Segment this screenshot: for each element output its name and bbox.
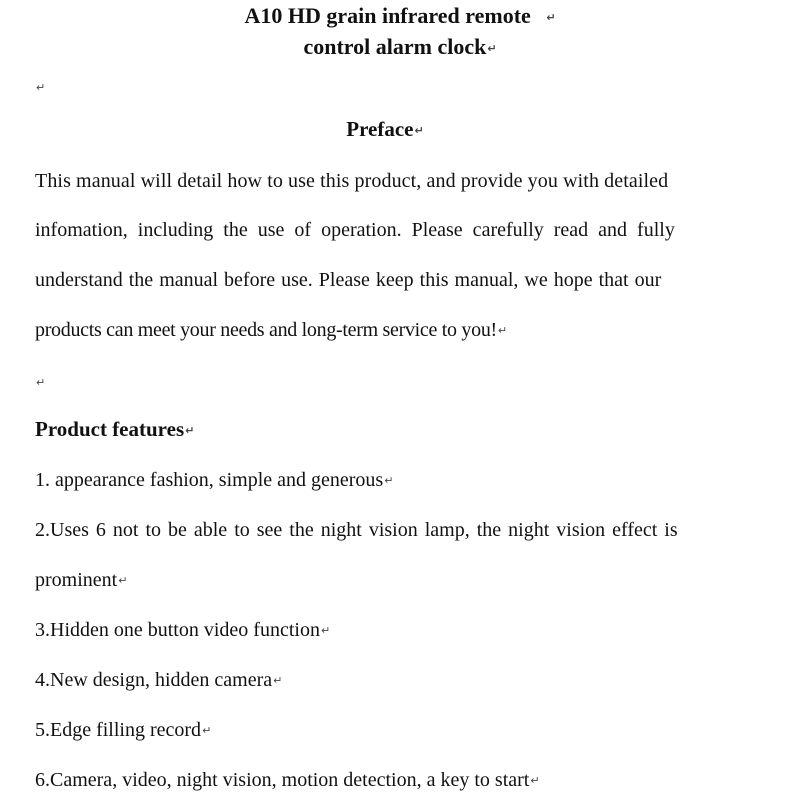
preface-line-2 [35,218,675,242]
paragraph-mark-icon: ↵ [320,624,331,638]
feature-item-4 [35,668,282,693]
empty-paragraph [35,370,45,395]
paragraph-mark-icon: ↵ [530,774,540,788]
paragraph-mark-icon: ↵ [414,124,424,138]
document-title-line-1 [0,4,800,30]
preface-text: understand the manual before use. Please keep this manual, we hope that our [35,269,662,291]
feature-item-5 [35,718,211,743]
heading-text: Product features [35,417,185,441]
paragraph-mark-icon: ↵ [118,574,128,588]
feature-text: 2.Uses 6 not to be able to see the night vision lamp, the night vision effect is [35,519,678,541]
feature-item-3 [35,618,330,643]
feature-text: 4.New design, hidden camera [35,669,273,691]
empty-paragraph [35,75,45,100]
feature-text: 1. appearance fashion, simple and generous [35,469,384,491]
paragraph-mark-icon: ↵ [273,674,283,688]
document-title-line-2 [0,35,800,61]
paragraph-mark-icon: ↵ [497,324,507,338]
feature-item-2-continued [35,568,127,593]
preface-text: infomation, including the use of operation. Please carefully read and fully [35,219,675,241]
title-text: A10 HD grain infrared remote [244,3,531,28]
feature-text: 6.Camera, video, night vision, motion detection, a key to start [35,769,530,791]
preface-heading [0,117,770,143]
paragraph-mark-icon: ↵ [202,724,212,738]
paragraph-mark-icon: ↵ [546,10,556,24]
feature-item-2 [35,518,678,542]
paragraph-mark-icon: ↵ [384,474,394,488]
feature-item-6 [35,768,540,793]
heading-text: Preface [346,117,414,141]
preface-line-1 [35,169,741,193]
preface-line-4 [35,318,507,343]
preface-line-3 [35,268,661,292]
paragraph-mark-icon: ↵ [487,41,497,55]
feature-item-1 [35,468,393,493]
preface-text: This manual will detail how to use this product, and provide you with detailed [35,170,669,192]
title-text: control alarm clock [303,34,487,59]
preface-text: products can meet your needs and long-term service to you! [35,319,497,341]
feature-text: prominent [35,569,118,591]
feature-text: 5.Edge filling record [35,719,202,741]
paragraph-mark-icon: ↵ [185,424,195,438]
feature-text: 3.Hidden one button video function [35,619,320,641]
paragraph-mark-icon: ↵ [36,376,46,390]
features-heading [35,417,194,443]
paragraph-mark-icon: ↵ [36,81,46,95]
